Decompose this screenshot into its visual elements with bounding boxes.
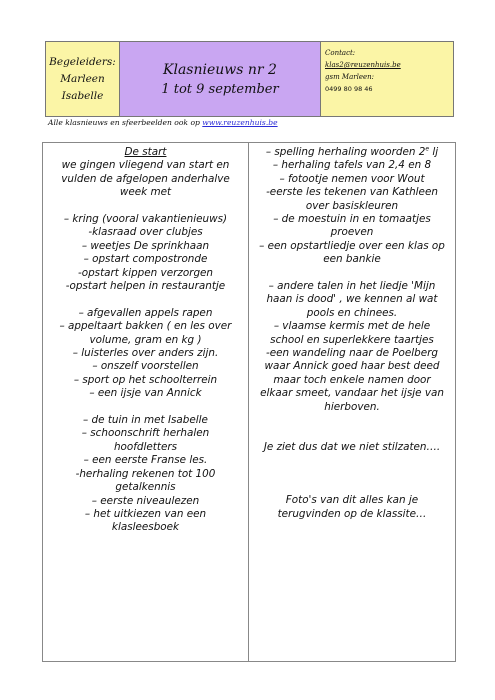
text-line: Je ziet dus dat we niet stilzaten…. — [263, 440, 441, 453]
contact-cell — [321, 42, 453, 116]
text-line: vulden de afgelopen anderhalve — [61, 172, 230, 185]
text-line: – de tuin in met Isabelle — [83, 414, 208, 427]
content-table — [42, 142, 456, 662]
text-line: – spelling herhaling woorden 2e lj — [265, 145, 439, 158]
blank-line — [249, 481, 455, 494]
blank-line — [43, 200, 248, 213]
text-line: – de moestuin in en tomaatjes — [273, 213, 431, 226]
text-line: -klasraad over clubjes — [88, 226, 203, 239]
supervisors-label: Begeleiders: — [49, 55, 116, 68]
text-line: – sport op het schoolterrein — [73, 373, 218, 386]
text-line: – een ijsje van Annick — [89, 387, 202, 400]
blank-line — [249, 468, 455, 481]
title-cell — [120, 42, 321, 116]
text-line: – weetjes De sprinkhaan — [81, 239, 210, 252]
blank-line — [249, 267, 455, 280]
text-line: – het uitkiezen van een — [84, 507, 207, 520]
blank-line — [249, 454, 455, 467]
text-line: over basiskleuren — [305, 199, 399, 212]
text-line: hoofdletters — [113, 440, 178, 453]
blank-line — [43, 401, 248, 414]
text-line: – vlaamse kermis met de hele — [273, 320, 431, 333]
text-line: – opstart compostronde — [83, 253, 208, 266]
newsletter-dates: 1 tot 9 september — [161, 81, 279, 97]
text-line: -eerste les tekenen van Kathleen — [266, 186, 438, 199]
blank-line — [249, 428, 455, 441]
text-line: -opstart kippen verzorgen — [77, 266, 214, 279]
text-line: we gingen vliegend van start en — [61, 159, 230, 172]
text-line: -een wandeling naar de Poelberg — [265, 347, 439, 360]
text-line: haan is dood' , we kennen al wat — [266, 293, 438, 306]
supervisors-cell — [46, 42, 120, 116]
supervisor-name-1: Marleen — [60, 72, 105, 85]
text-line: Foto's van dit alles kan je — [285, 494, 419, 507]
website-note-text: Alle klasnieuws en sfeerbeelden ook op — [48, 118, 203, 127]
text-line: klasleesboek — [111, 521, 180, 534]
text-line: hierboven. — [324, 400, 380, 413]
newsletter-title: Klasnieuws nr 2 — [163, 61, 277, 78]
text-line: – een opstartliedje over een klas op — [259, 239, 445, 252]
text-line: – andere talen in het liedje 'Mijn — [268, 280, 436, 293]
right-column — [249, 143, 455, 661]
text-line: waar Annick goed haar best deed — [264, 360, 440, 373]
left-column — [43, 143, 249, 661]
text-line: – herhaling tafels van 2,4 en 8 — [272, 159, 432, 172]
text-line: getalkennis — [115, 481, 176, 494]
text-line: een bankie — [323, 253, 381, 266]
text-line: -herhaling rekenen tot 100 — [75, 467, 216, 480]
text-line: – afgevallen appels rapen — [78, 306, 213, 319]
contact-phone: 0499 80 98 46 — [325, 85, 373, 93]
contact-gsm-label: gsm Marleen: — [325, 73, 375, 81]
text-line: elkaar smeet, vandaar het ijsje van — [260, 387, 444, 400]
text-line: week met — [119, 186, 172, 199]
contact-label: Contact: — [325, 49, 356, 57]
blank-line — [43, 293, 248, 306]
blank-line — [249, 414, 455, 427]
text-line: terugvinden op de klassite… — [277, 507, 427, 520]
header-table — [45, 41, 454, 117]
text-line: – fotootje nemen voor Wout — [279, 172, 425, 185]
contact-email[interactable]: klas2@reuzenhuis.be — [325, 61, 401, 69]
text-line: – eerste niveaulezen — [91, 494, 200, 507]
website-link[interactable]: www.reuzenhuis.be — [202, 118, 278, 127]
website-note — [48, 118, 278, 127]
section-title: De start — [124, 146, 167, 158]
text-line: proeven — [330, 226, 374, 239]
text-line: pools en chinees. — [306, 306, 398, 319]
text-line: – appeltaart bakken ( en les over — [59, 320, 232, 333]
text-line: volume, gram en kg ) — [89, 333, 202, 346]
text-line: school en superlekkere taartjes — [270, 333, 434, 346]
text-line: – luisterles over anders zijn. — [72, 347, 219, 360]
text-line: maar toch enkele namen door — [273, 373, 431, 386]
supervisor-name-2: Isabelle — [61, 89, 104, 102]
text-line: -opstart helpen in restaurantje — [65, 280, 226, 293]
text-line: – schoonschrift herhalen — [81, 427, 210, 440]
text-line: – onszelf voorstellen — [92, 360, 199, 373]
text-line: – een eerste Franse les. — [83, 454, 208, 467]
text-line: – kring (vooral vakantienieuws) — [63, 213, 228, 226]
